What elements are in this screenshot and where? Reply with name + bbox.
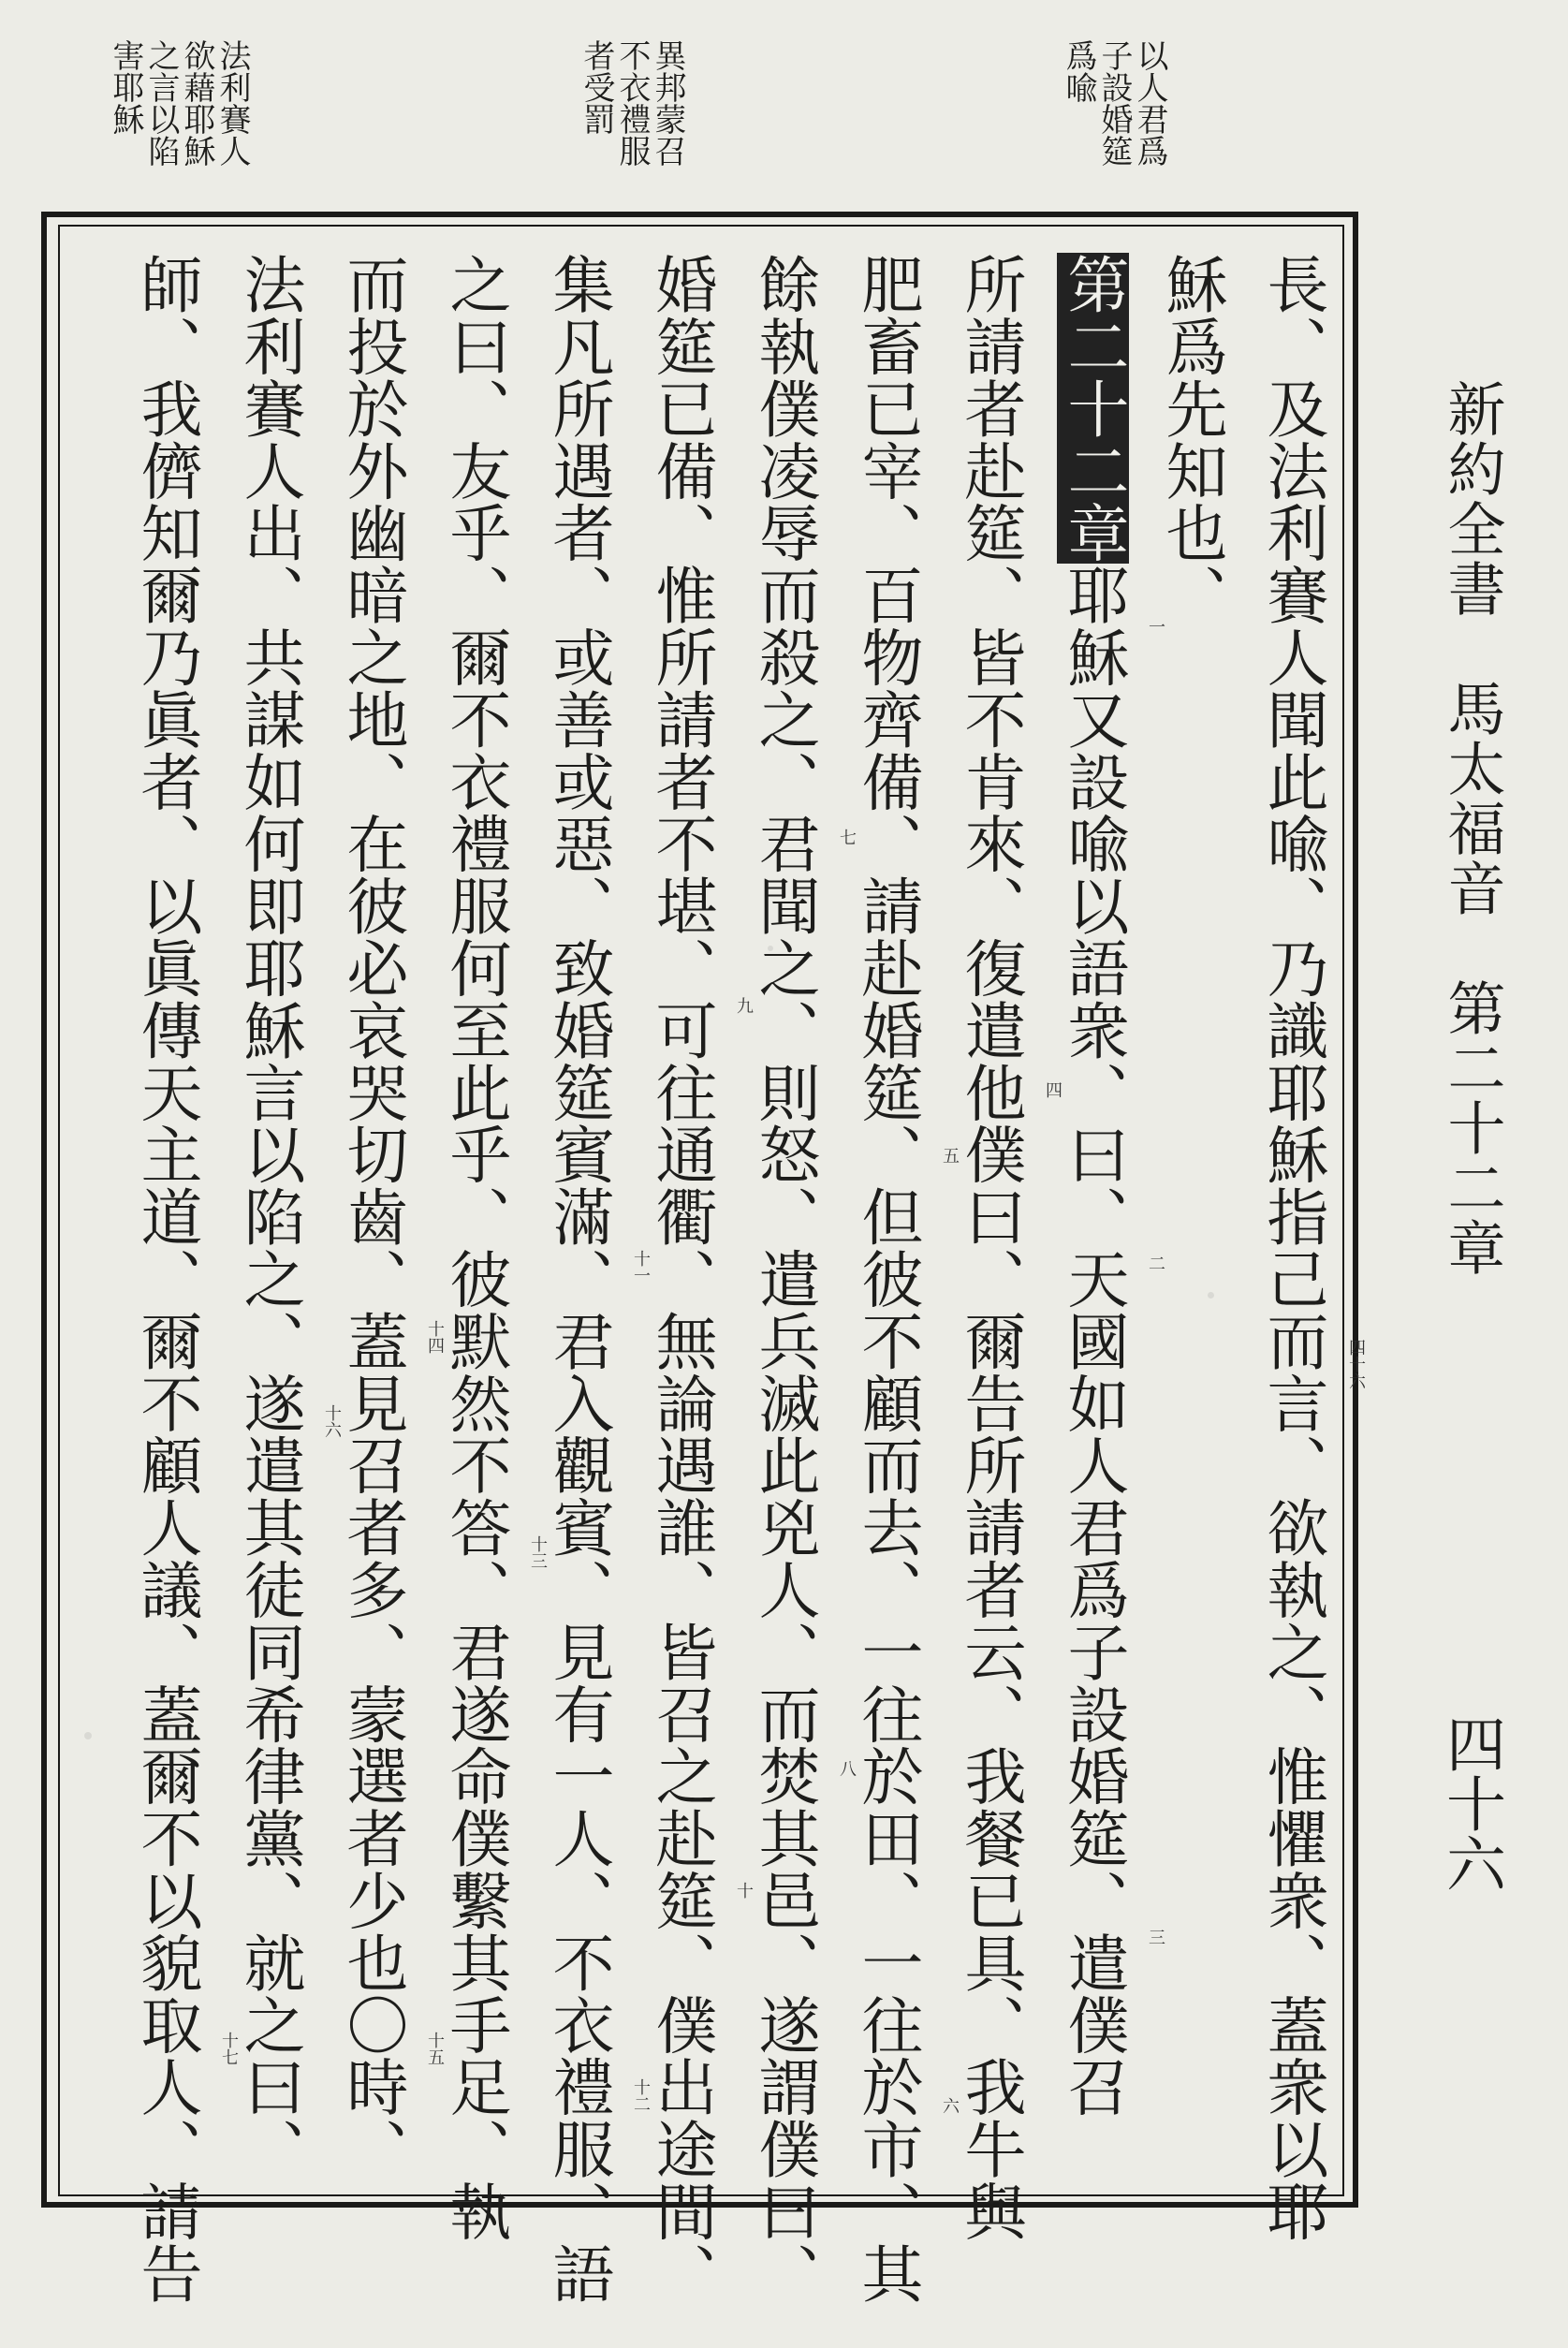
marginal-note-line: 者受罰: [578, 39, 615, 135]
text-column: 師、我儕知爾乃眞者、以眞傳天主道、爾不顧人議、蓋爾不以貌取人、請告: [130, 253, 202, 2305]
verse-number: 九: [734, 997, 754, 1014]
marginal-note-3: [89, 39, 251, 208]
verse-number: 四十六: [1346, 1339, 1366, 1389]
verse-number: 十四: [425, 1320, 445, 1354]
verse-number: 十: [734, 1882, 754, 1899]
verse-number: 七: [837, 829, 857, 845]
marginal-note-line: 以人君爲: [1131, 39, 1168, 167]
marginal-note-line: 害耶穌: [107, 39, 144, 135]
marginal-note-line: 之言以陷: [142, 39, 180, 167]
text-column-with-chapter: [1057, 253, 1129, 2118]
text-column: 穌爲先知也、: [1155, 253, 1227, 626]
verse-number: 十七: [219, 2032, 239, 2065]
text-column: 餘執僕凌辱而殺之、君聞之、則怒、遣兵滅此兇人、而焚其邑、遂謂僕曰、: [748, 253, 820, 2305]
marginal-note-line: 不衣禮服: [613, 39, 651, 167]
text-column-content: 耶穌又設喩以語衆、曰、天國如人君爲子設婚筵、遣僕召: [1057, 564, 1129, 2118]
verse-number: 三: [1146, 1929, 1165, 1945]
paper-speck: [1208, 1292, 1214, 1299]
verse-number: 五: [940, 1147, 960, 1164]
marginal-note-line: 爲喩: [1060, 39, 1097, 103]
verse-number: 十三: [528, 1535, 548, 1569]
verse-number: 四: [1043, 1081, 1062, 1098]
marginal-note-line: 子設婚筵: [1095, 39, 1133, 167]
verse-number: 十六: [322, 1404, 342, 1438]
running-title: 新約全書 馬太福音 第二十二章: [1438, 379, 1506, 1278]
text-column: 法利賽人出、共謀如何即耶穌言以陷之、遂遣其徒同希律黨、就之曰、: [233, 253, 305, 2180]
text-column: 長、及法利賽人聞此喩、乃識耶穌指己而言、欲執之、惟懼衆、蓋衆以耶: [1256, 253, 1328, 2242]
chapter-heading: 第二十二章: [1057, 253, 1129, 564]
paper-speck: [84, 1732, 92, 1739]
paper-speck: [768, 946, 773, 951]
text-column: 而投於外幽暗之地、在彼必哀哭切齒、蓋見召者多、蒙選者少也〇時、: [336, 253, 408, 2180]
marginal-note-2: [557, 39, 686, 208]
marginal-note-line: 法利賽人: [213, 39, 251, 167]
verse-number: 十一: [631, 1250, 651, 1284]
text-column: 之曰、友乎、爾不衣禮服何至此乎、彼默然不答、君遂命僕繫其手足、執: [439, 253, 511, 2242]
verse-number: 八: [837, 1760, 857, 1777]
text-column: 肥畜已宰、百物齊備、請赴婚筵、但彼不顧而去、一往於田、一往於市、其: [851, 253, 923, 2305]
page-number: 四十六: [1436, 1713, 1505, 1893]
verse-number: 六: [940, 2097, 960, 2114]
marginal-note-line: 異邦蒙召: [649, 39, 686, 167]
verse-number: 一: [1146, 618, 1165, 635]
verse-number: 十二: [631, 2078, 651, 2112]
verse-number: 十五: [425, 2032, 445, 2065]
marginal-note-line: 欲藉耶穌: [178, 39, 215, 167]
text-column: 婚筵已備、惟所請者不堪、可往通衢、無論遇誰、皆召之赴筵、僕出途間、: [645, 253, 717, 2305]
marginal-note-1: [1039, 39, 1168, 208]
text-column: 集凡所遇者、或善或惡、致婚筵賓滿、君入觀賓、見有一人、不衣禮服、語: [542, 253, 614, 2305]
text-column: 所請者赴筵、皆不肯來、復遣他僕曰、爾告所請者云、我餐已具、我牛與: [954, 253, 1026, 2242]
verse-number: 二: [1146, 1255, 1165, 1271]
